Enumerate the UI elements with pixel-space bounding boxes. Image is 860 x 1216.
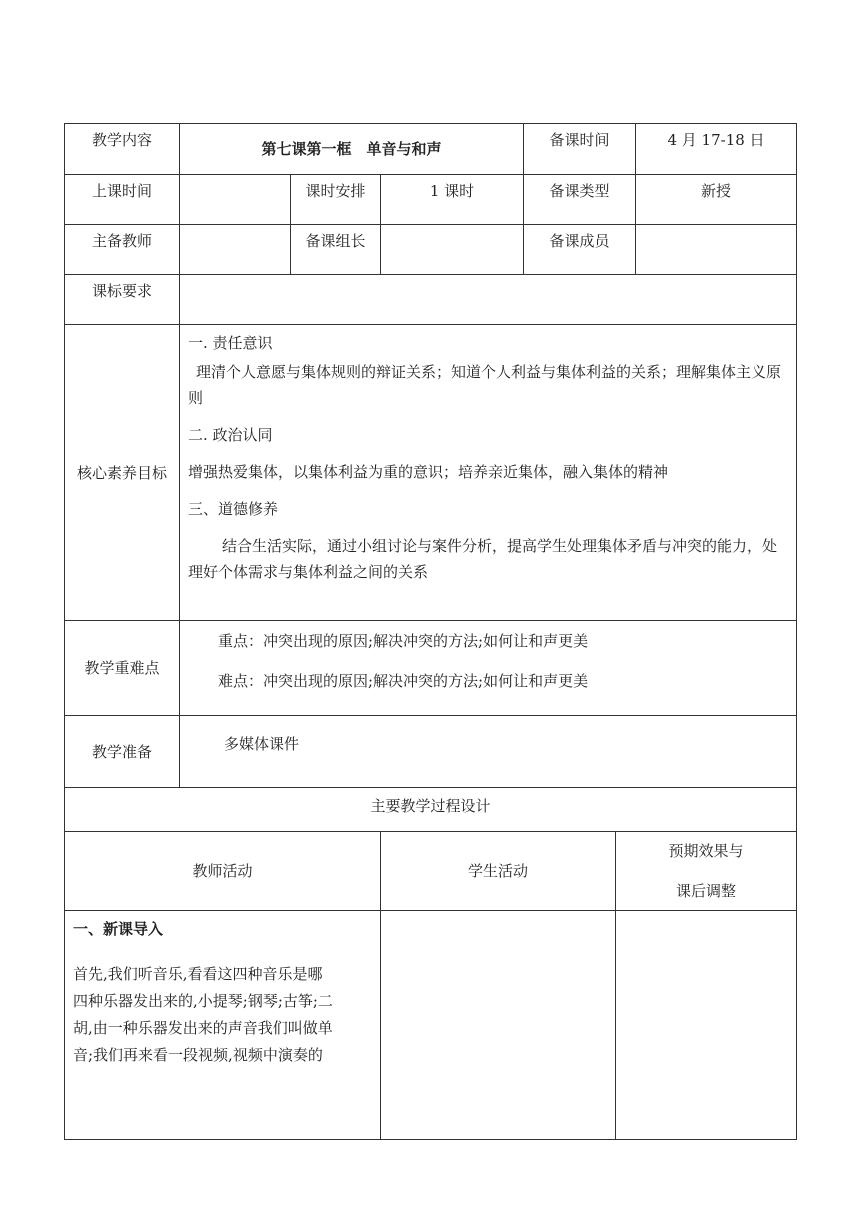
preparation-value: 多媒体课件 (180, 716, 797, 788)
label-prep-type: 备课类型 (524, 175, 636, 225)
prep-time-value: 4 月 17-18 日 (636, 124, 797, 175)
col-effect-line1: 预期效果与 (668, 842, 744, 860)
difficult-point-text: 难点：冲突出现的原因;解决冲突的方法;如何让和声更美 (218, 672, 589, 690)
label-key-points: 教学重难点 (65, 621, 180, 716)
prep-type-value: 新授 (636, 175, 797, 225)
intro-title: 一、新课导入 (73, 920, 164, 938)
core-section-1-text: 理清个人意愿与集体规则的辩证关系；知道个人利益与集体利益的关系；理解集体主义原则 (188, 363, 782, 407)
main-teacher-value (180, 225, 291, 275)
key-points-content (180, 621, 797, 716)
label-preparation: 教学准备 (65, 716, 180, 788)
group-leader-value (381, 225, 524, 275)
label-teaching-content: 教学内容 (65, 124, 180, 175)
label-core-literacy (65, 325, 180, 621)
label-class-time: 上课时间 (65, 175, 180, 225)
schedule-value: 1 课时 (381, 175, 524, 225)
intro-line: 胡,由一种乐器发出来的声音我们叫做单 (73, 1019, 333, 1037)
core-section-2-title: 二. 政治认同 (188, 426, 273, 444)
lesson-title: 第七课第一框 单音与和声 (180, 124, 524, 175)
col-expected-effect (616, 832, 797, 911)
teacher-activity-cell (65, 911, 381, 1140)
student-activity-cell (381, 911, 616, 1140)
expected-effect-cell (616, 911, 797, 1140)
label-members: 备课成员 (524, 225, 636, 275)
intro-line: 音;我们再来看一段视频,视频中演奏的 (73, 1046, 323, 1064)
label-group-leader: 备课组长 (291, 225, 381, 275)
standards-value (180, 275, 797, 325)
col-effect-line2: 课后调整 (676, 882, 737, 900)
core-section-2-text: 增强热爱集体，以集体利益为重的意识；培养亲近集体，融入集体的精神 (188, 463, 669, 481)
label-prep-time: 备课时间 (524, 124, 636, 175)
process-title: 主要教学过程设计 (65, 788, 797, 832)
col-student-activity: 学生活动 (381, 832, 616, 911)
key-point-text: 重点：冲突出现的原因;解决冲突的方法;如何让和声更美 (218, 632, 589, 650)
core-section-1-title: 一. 责任意识 (188, 334, 273, 352)
label-standards: 课标要求 (65, 275, 180, 325)
members-value (636, 225, 797, 275)
core-section-3-text: 结合生活实际，通过小组讨论与案件分析，提高学生处理集体矛盾与冲突的能力，处理好个体需求与集体利益之间的关系 (188, 537, 778, 581)
col-teacher-activity: 教师活动 (65, 832, 381, 911)
lesson-plan-table (64, 123, 797, 1140)
label-schedule: 课时安排 (291, 175, 381, 225)
core-section-3-title: 三、道德修养 (188, 500, 279, 518)
core-label-text: 核心素养目标 (77, 463, 168, 482)
core-literacy-content (180, 325, 797, 621)
class-time-value (180, 175, 291, 225)
intro-line: 四种乐器发出来的,小提琴;钢琴;古筝;二 (73, 992, 333, 1010)
label-main-teacher: 主备教师 (65, 225, 180, 275)
intro-line: 首先,我们听音乐,看看这四种音乐是哪 (73, 965, 323, 983)
